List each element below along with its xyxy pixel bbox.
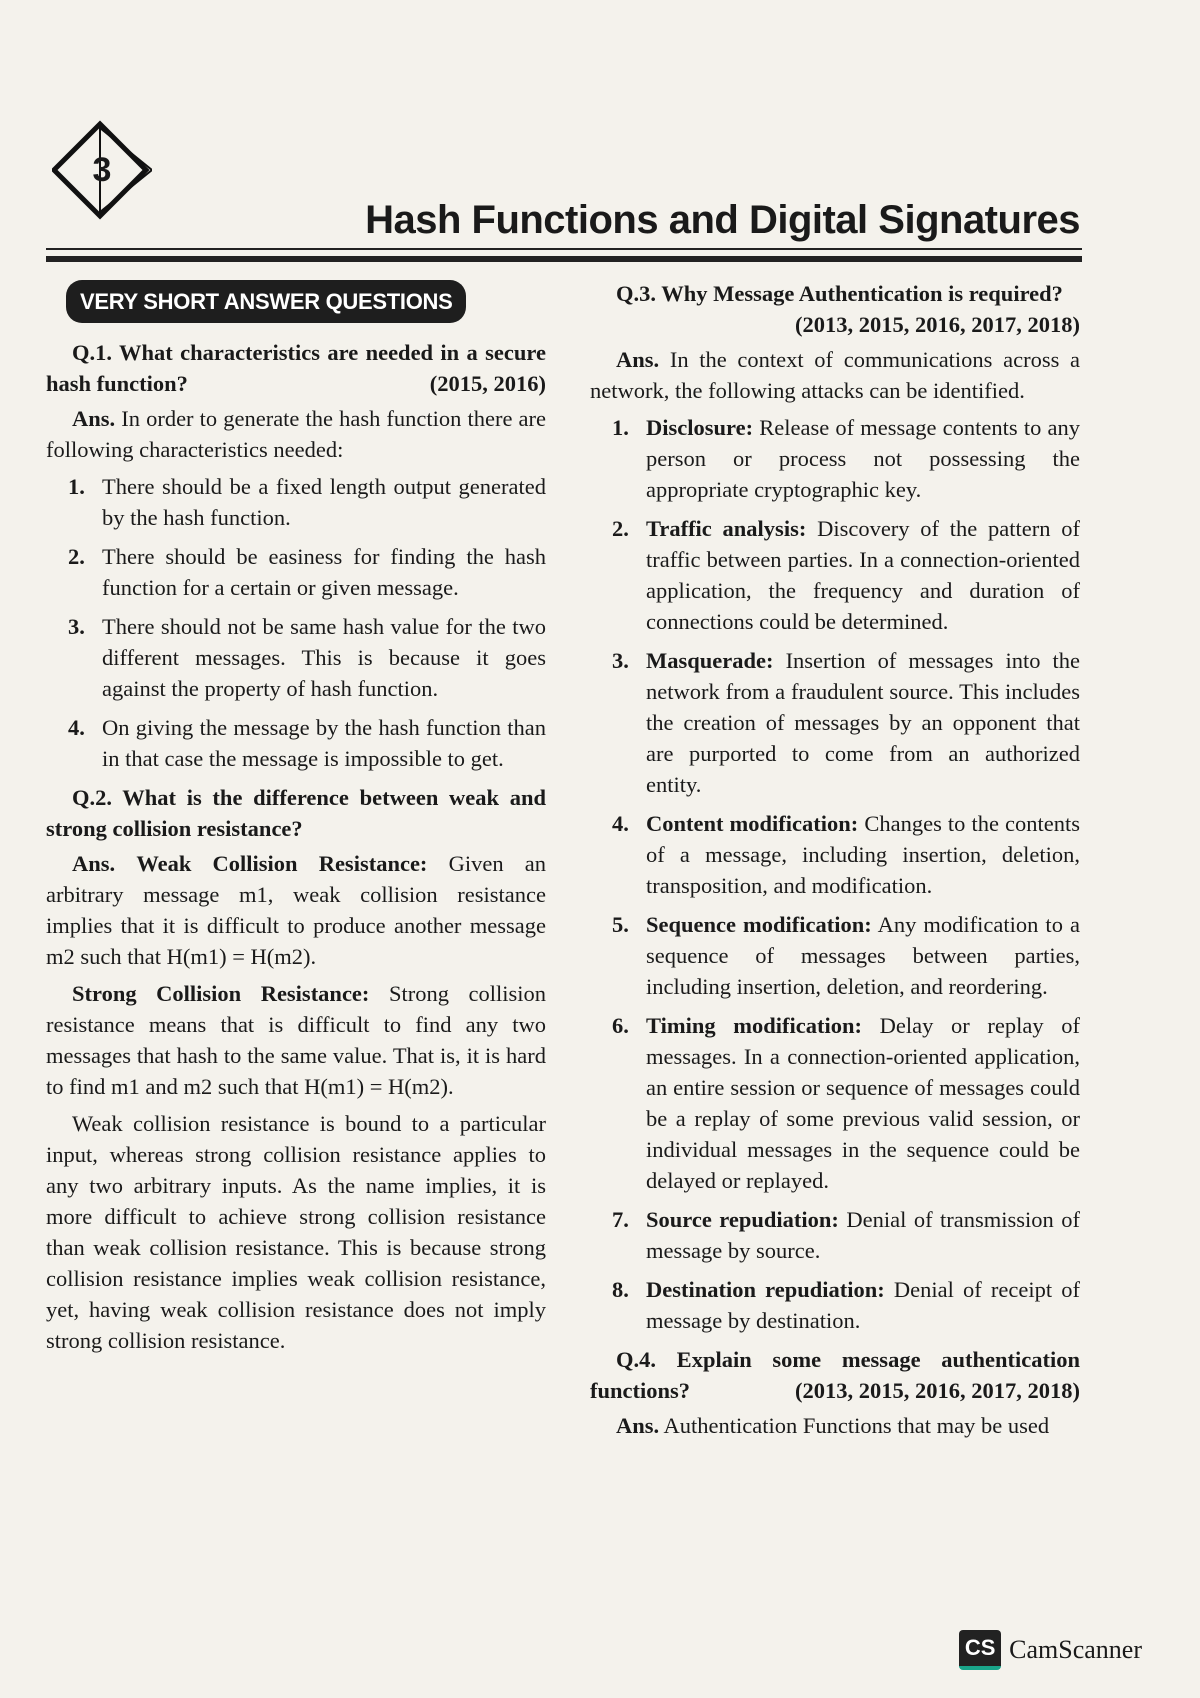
q1-answer [46,403,546,465]
list-item-term: Sequence modification: [646,912,872,937]
left-column [46,278,546,1362]
header-rule-thick [46,256,1082,262]
list-item-text: Delay or replay of messages. In a connection-oriented application, an entire session or sequence of messages could be a replay of some previous valid session, or individual messages in the sequence could be delayed or replayed. [646,1013,1080,1193]
list-item: 1. There should be a fixed length output generated by the hash function. [68,474,546,530]
camscanner-watermark [959,1630,1142,1670]
q3-question-text: Q.3. Why Message Authentication is required? [616,281,1063,306]
list-item-term: Source repudiation: [646,1207,839,1232]
chapter-number: 3 [92,150,112,189]
list-item-term: Disclosure: [646,415,754,440]
list-item: 4. On giving the message by the hash function than in that case the message is impossible to get. [68,715,546,771]
list-item-text: Changes to the contents of a message, including insertion, deletion, transposition, and modification. [646,811,1080,898]
q1-years: (2015, 2016) [429,371,546,396]
q4-answer-text: Authentication Functions that may be used [663,1413,1050,1438]
q2-weak-text: Given an arbitrary message m1, weak collision resistance implies that it is difficult to produce another message m2 such that H(m1) = H(m2). [46,851,546,969]
q3-answer [590,344,1080,406]
camscanner-text: CamScanner [1009,1635,1142,1664]
section-label: VERY SHORT ANSWER QUESTIONS [66,280,466,323]
chapter-badge [52,120,152,220]
q4-question [590,1344,1080,1406]
list-item-term: Content modification: [646,811,859,836]
q2-weak-paragraph [46,848,546,972]
q2-question: Q.2. What is the difference between weak and strong collision resistance? [46,785,546,841]
list-item-term: Traffic analysis: [646,516,807,541]
camscanner-logo-icon: CS [959,1630,1001,1670]
list-item-text: There should not be same hash value for the two different messages. This is because it goes against the property of hash function. [102,614,546,701]
q1-answer-label: Ans. [72,406,116,431]
list-item-term: Timing modification: [646,1013,862,1038]
q1-list [46,471,546,774]
q2-strong-term: Strong Collision Resistance: [72,981,370,1006]
list-item: 7. Source repudiation: Denial of transmission of message by source. [612,1207,1080,1263]
right-column [590,278,1080,1447]
q1-answer-text: In order to generate the hash function there are following characteristics needed: [46,406,546,462]
q1-question [46,337,546,399]
list-item: 5. Sequence modification: Any modification to a sequence of messages between parties, including insertion, deletion, and reordering. [612,912,1080,999]
list-item-term: Destination repudiation: [646,1277,885,1302]
q2-strong-text: Strong collision resistance means that is difficult to find any two messages that hash to the same value. That is, it is hard to find m1 and m2 such that H(m1) = H(m2). [46,981,547,1099]
q3-answer-text: In the context of communications across a network, the following attacks can be identified. [590,347,1080,403]
list-item-term: Masquerade: [646,648,774,673]
q3-question [590,278,1080,340]
q3-list [590,412,1080,1336]
q2-weak-term: Weak Collision Resistance: [136,851,428,876]
list-item: 8. Destination repudiation: Denial of receipt of message by destination. [612,1277,1080,1333]
list-item: 3. There should not be same hash value for the two different messages. This is because it goes against the property of hash function. [68,614,546,701]
list-item: 3. Masquerade: Insertion of messages into the network from a fraudulent source. This includes the creation of messages by an opponent that are purported to come from an authorized entity. [612,648,1080,797]
q3-answer-label: Ans. [616,347,660,372]
q2-closing-paragraph: Weak collision resistance is bound to a particular input, whereas strong collision resistance applies to any two arbitrary inputs. As the name implies, it is more difficult to achieve strong collision resistance than weak collision resistance. This is because strong collision resistance implies weak collision resistance, yet, having weak collision resistance does not imply strong collision resistance. [46,1111,546,1353]
list-item-text: Discovery of the pattern of traffic between parties. In a connection-oriented application, the frequency and duration of connections could be determined. [646,516,1080,634]
q2-answer-label: Ans. [72,851,116,876]
list-item-text: Insertion of messages into the network from a fraudulent source. This includes the creation of messages by an opponent that are purported to come from an authorized entity. [646,648,1080,797]
list-item-text: On giving the message by the hash function than in that case the message is impossible to get. [102,715,546,771]
q3-years: (2013, 2015, 2016, 2017, 2018) [795,312,1080,337]
list-item-text: Any modification to a sequence of messages between parties, including insertion, deletion, and reordering. [646,912,1080,999]
list-item-text: Denial of transmission of message by source. [646,1207,1080,1263]
q4-answer [590,1410,1080,1441]
list-item: 1. Disclosure: Release of message contents to any person or process not possessing the appropriate cryptographic key. [612,415,1080,502]
list-item: 2. There should be easiness for finding the hash function for a certain or given message. [68,544,546,600]
header-rule-thin [46,248,1082,250]
list-item-text: Denial of receipt of message by destination. [646,1277,1080,1333]
list-item: 2. Traffic analysis: Discovery of the pattern of traffic between parties. In a connection-oriented application, the frequency and duration of connections could be determined. [612,516,1080,634]
list-item: 4. Content modification: Changes to the contents of a message, including insertion, deletion, transposition, and modification. [612,811,1080,898]
q4-answer-label: Ans. [616,1413,660,1438]
list-item-text: There should be easiness for finding the hash function for a certain or given message. [102,544,546,600]
chapter-title: Hash Functions and Digital Signatures [365,198,1080,242]
q1-question-text: Q.1. What characteristics are needed in a secure hash function? [46,340,546,396]
list-item: 6. Timing modification: Delay or replay of messages. In a connection-oriented application, an entire session or sequence of messages could be a replay of some previous valid session, or individual messages in the sequence could be delayed or replayed. [612,1013,1080,1193]
q4-question-text: Q.4. Explain some message authentication functions? [590,1347,1080,1403]
q2-strong-paragraph [46,978,546,1102]
list-item-text: There should be a fixed length output generated by the hash function. [102,474,546,530]
q4-years: (2013, 2015, 2016, 2017, 2018) [795,1378,1080,1403]
list-item-text: Release of message contents to any person or process not possessing the appropriate cryptographic key. [646,415,1080,502]
